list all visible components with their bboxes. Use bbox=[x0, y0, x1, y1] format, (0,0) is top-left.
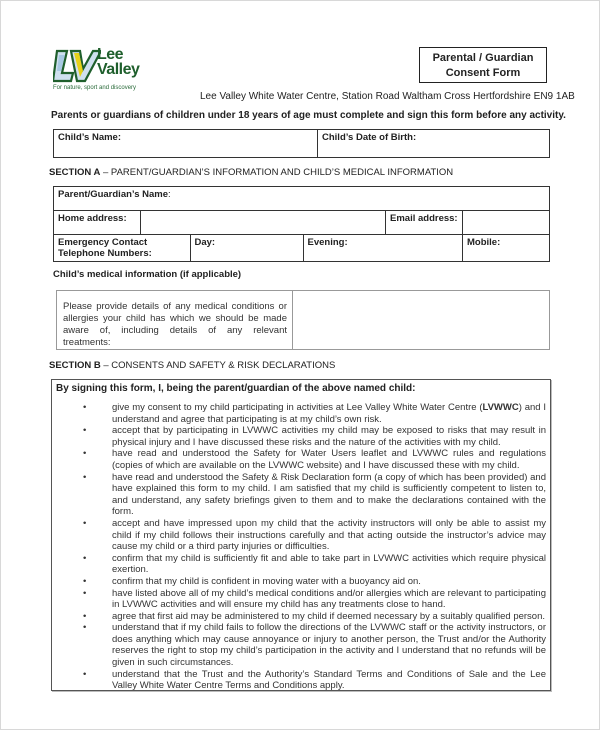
medical-info-box bbox=[56, 290, 550, 350]
form-title-line2: Consent Form bbox=[445, 67, 521, 79]
parent-name-label: Parent/Guardian’s Name bbox=[58, 189, 168, 200]
consent-item bbox=[83, 611, 546, 623]
consent-item bbox=[83, 518, 546, 553]
child-dob-field[interactable] bbox=[318, 130, 550, 158]
consent-text: confirm that my child is sufficiently fit and able to take part in LVWWC activities which require physical exertion. bbox=[112, 552, 546, 576]
parent-info-table bbox=[53, 186, 550, 262]
child-dob-label: Child’s Date of Birth: bbox=[322, 132, 417, 143]
medical-info-field[interactable] bbox=[294, 291, 549, 349]
lv-logo-mark-icon bbox=[53, 49, 101, 83]
consent-text: understand that if my child fails to follow the directions of the LVWWC staff or the activity instructors, or does anything which may cause annoyance or injury to another person, the Trust and/or the Authority reserves the right to stop my child’s participation in the activity and I understand that no refunds will be given in such circumstances. bbox=[112, 622, 546, 669]
consent-item bbox=[83, 448, 546, 471]
consent-item bbox=[83, 669, 546, 692]
mobile-label: Mobile: bbox=[467, 237, 501, 248]
logo-word-valley: Valley bbox=[97, 61, 140, 78]
form-title-line1: Parental / Guardian bbox=[432, 52, 534, 64]
centre-address: Lee Valley White Water Centre, Station Road Waltham Cross Hertfordshire EN9 1AB bbox=[200, 91, 575, 102]
home-address-field[interactable] bbox=[141, 211, 386, 235]
consent-text: accept that by participating in LVWWC activities my child may be exposed to risks that may result in physical injury and I have discussed these risks and the nature of the activities with my child. bbox=[112, 425, 546, 448]
medical-info-prompt: Please provide details of any medical conditions or allergies your child has which we should be made aware of, including details of any relevant treatments: bbox=[57, 291, 293, 349]
email-field[interactable] bbox=[463, 211, 550, 235]
home-address-label-cell bbox=[54, 211, 141, 235]
logo-wordmark bbox=[97, 47, 139, 77]
consent-list bbox=[52, 402, 552, 692]
home-address-label: Home address: bbox=[58, 213, 127, 224]
consent-text: understand that the Trust and the Authority’s Standard Terms and Conditions of Sale and the Lee Valley White Water Centre Terms and Conditions apply. bbox=[112, 668, 546, 692]
emergency-contact-label-cell bbox=[54, 235, 191, 262]
section-b-title: – CONSENTS AND SAFETY & RISK DECLARATIONS bbox=[100, 360, 336, 371]
consent-item bbox=[83, 553, 546, 576]
consent-item bbox=[83, 472, 546, 518]
mobile-phone-field[interactable] bbox=[463, 235, 550, 262]
emergency-label-line1: Emergency Contact bbox=[58, 237, 148, 248]
section-a-title: – PARENT/GUARDIAN’S INFORMATION AND CHILD’S MEDICAL INFORMATION bbox=[100, 167, 454, 178]
consent-text: give my consent to my child participating in activities at Lee Valley White Water Centre ( bbox=[112, 402, 483, 413]
consent-text: accept and have impressed upon my child that the activity instructors will only be able to assist my child if my child follows their instructions carefully and that acting outside the instructor’s advice may cause my child or a third party injuries or difficulties. bbox=[112, 517, 546, 553]
emergency-label-line2: Telephone Numbers: bbox=[58, 248, 152, 259]
parent-name-field[interactable] bbox=[54, 187, 550, 211]
lee-valley-logo bbox=[53, 47, 157, 99]
logo-word-lee: Lee bbox=[97, 46, 124, 63]
child-name-field[interactable] bbox=[54, 130, 318, 158]
consent-declarations-box bbox=[51, 379, 551, 691]
form-title-box bbox=[419, 47, 547, 83]
consent-text: confirm that my child is confident in moving water with a buoyancy aid on. bbox=[112, 575, 421, 587]
consent-item bbox=[83, 402, 546, 425]
logo-tagline: For nature, sport and discovery bbox=[53, 85, 137, 91]
section-b-heading bbox=[49, 360, 335, 371]
medical-info-heading: Child’s medical information (if applicable) bbox=[53, 269, 242, 280]
email-label-cell bbox=[386, 211, 463, 235]
intro-instruction: Parents or guardians of children under 18 years of age must complete and sign this form before any activity. bbox=[51, 110, 566, 121]
consent-item bbox=[83, 576, 546, 588]
child-info-table bbox=[53, 129, 550, 158]
consent-item bbox=[83, 588, 546, 611]
child-name-label: Child’s Name: bbox=[58, 132, 121, 143]
evening-phone-field[interactable] bbox=[303, 235, 463, 262]
email-label: Email address: bbox=[390, 213, 458, 224]
consent-text: have read and understood the Safety for Water Users leaflet and LVWWC rules and regulations (copies of which are available on the LVWWC website) and I have discussed these with my child. bbox=[112, 448, 546, 471]
consent-item bbox=[83, 425, 546, 448]
consent-heading: By signing this form, I, being the parent/guardian of the above named child: bbox=[56, 383, 416, 394]
consent-text: ) and I understand and agree that participating is at my child’s own risk. bbox=[112, 402, 546, 425]
evening-label: Evening: bbox=[307, 237, 348, 248]
consent-text: have read and understood the Safety & Risk Declaration form (a copy of which has been provided) and have explained this form to my child. I am satisfied that my child is sufficiently competent to listen to, and understand, any safety briefings given to them and to make the declarations contained with the form. bbox=[112, 471, 546, 518]
consent-text: agree that first aid may be administered to my child if deemed necessary by a suitably qualified person. bbox=[112, 610, 546, 622]
section-a-prefix: SECTION A bbox=[49, 167, 101, 178]
parent-name-colon: : bbox=[168, 189, 171, 200]
consent-abbrev: LVWWC bbox=[482, 402, 519, 413]
section-b-prefix: SECTION B bbox=[49, 360, 101, 371]
consent-item bbox=[83, 622, 546, 668]
section-a-heading bbox=[49, 167, 453, 178]
day-phone-field[interactable] bbox=[190, 235, 303, 262]
day-label: Day: bbox=[194, 237, 216, 248]
consent-text: have listed above all of my child’s medical conditions and/or allergies which are relevant to participating in LVWWC activities and will ensure my child has any treatments close to hand. bbox=[112, 587, 546, 611]
